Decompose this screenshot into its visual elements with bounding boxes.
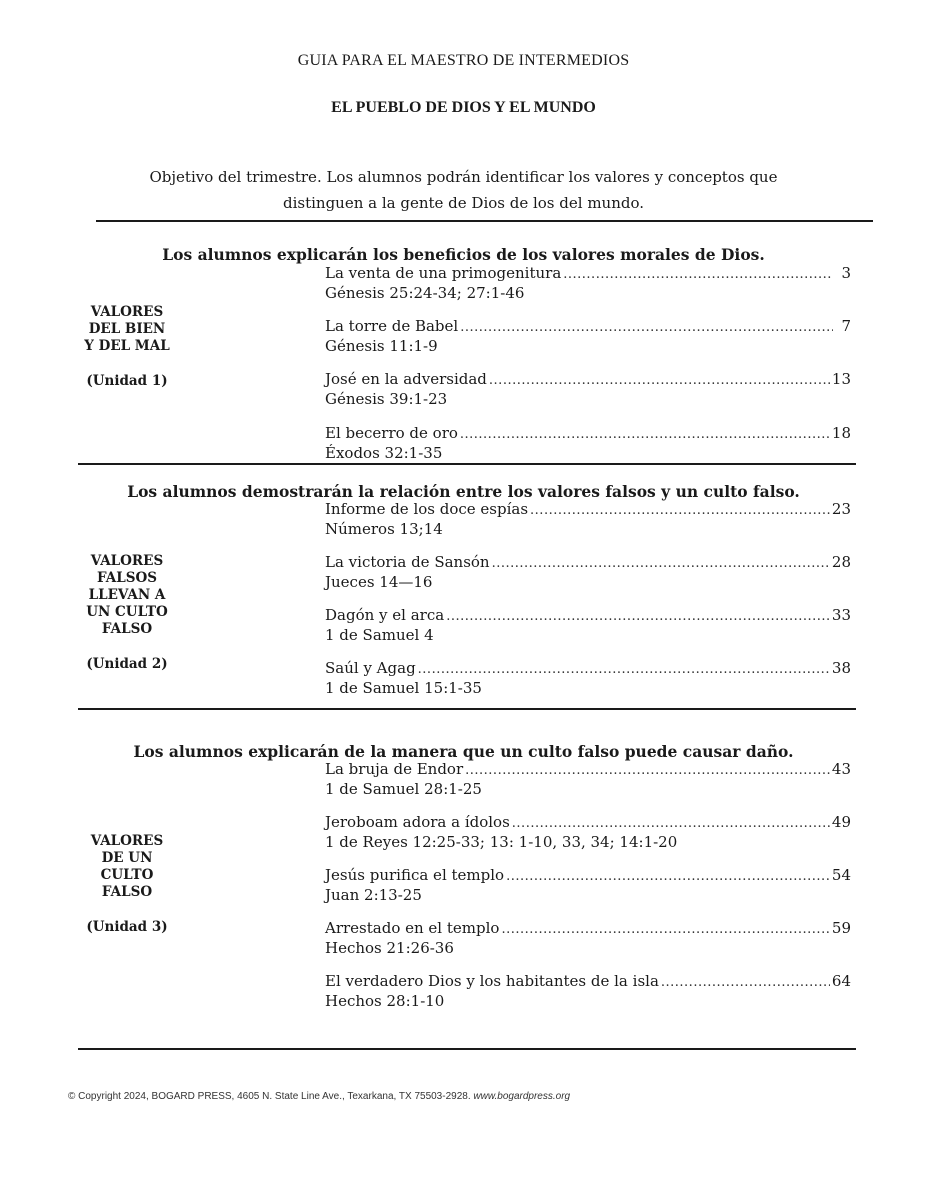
dot-leader [489, 371, 830, 390]
lesson-title: El verdadero Dios y los habitantes de la isla [325, 972, 659, 990]
lesson-entry [325, 972, 851, 1011]
lesson-title: La venta de una primogenitura [325, 264, 562, 282]
dot-leader [530, 501, 830, 520]
dot-leader [465, 761, 830, 780]
unit-3-label-line: VALORES [90, 833, 164, 849]
unit-1-label-line: DEL BIEN [88, 321, 166, 337]
lesson-title: Saúl y Agag [325, 659, 416, 677]
footer-copyright [68, 1091, 570, 1102]
unit-2-label-line: VALORES [90, 553, 164, 569]
copyright-text: © Copyright 2024, BOGARD PRESS, 4605 N. State Line Ave., Texarkana, TX 75503-2928. [68, 1091, 471, 1102]
dot-leader [661, 973, 830, 992]
divider-unit-2 [78, 708, 856, 710]
dot-leader [460, 425, 830, 444]
unit-2-objective: Los alumnos demostrarán la relación entre los valores falsos y un culto falso. [127, 482, 800, 501]
dot-leader [446, 607, 830, 626]
lesson-entry [325, 760, 851, 799]
lesson-scripture-ref: Números 13;14 [325, 520, 443, 538]
document-subtitle: EL PUEBLO DE DIOS Y EL MUNDO [331, 99, 596, 116]
divider-unit-1 [78, 463, 856, 465]
lesson-page-number: 33 [831, 606, 851, 624]
lesson-scripture-ref: 1 de Reyes 12:25-33; 13: 1-10, 33, 34; 14:1-20 [325, 833, 678, 851]
lesson-scripture-ref: Jueces 14—16 [325, 573, 433, 591]
dot-leader [418, 660, 830, 679]
lesson-scripture-ref: Hechos 21:26-36 [325, 939, 454, 957]
unit-3-label-line: CULTO [100, 867, 154, 883]
lesson-title: El becerro de oro [325, 424, 458, 442]
unit-2-label-line: UN CULTO [86, 604, 168, 620]
lesson-title: Arrestado en el templo [325, 919, 500, 937]
lesson-title: Jesús purifica el templo [325, 866, 505, 884]
dot-leader [506, 867, 830, 886]
unit-3-objective: Los alumnos explicarán de la manera que un culto falso puede causar daño. [133, 742, 794, 761]
lesson-page-number: 54 [831, 866, 851, 884]
unit-2-label [62, 553, 192, 673]
lesson-entry [325, 500, 851, 539]
lesson-page-number: 49 [831, 813, 851, 831]
lesson-entry [325, 659, 851, 698]
unit-3-number: (Unidad 3) [86, 919, 168, 935]
lesson-scripture-ref: 1 de Samuel 15:1-35 [325, 679, 482, 697]
lesson-page-number: 28 [831, 553, 851, 571]
lesson-entry [325, 866, 851, 905]
lesson-entry [325, 370, 851, 409]
unit-3-label [62, 833, 192, 936]
dot-leader [501, 920, 829, 939]
unit-1-label-line: VALORES [90, 304, 164, 320]
lesson-page-number: 13 [831, 370, 851, 388]
unit-1-number: (Unidad 1) [86, 373, 168, 389]
lesson-scripture-ref: Juan 2:13-25 [325, 886, 422, 904]
lesson-scripture-ref: Génesis 39:1-23 [325, 390, 448, 408]
lesson-page-number: 7 [841, 317, 851, 335]
dot-leader [460, 318, 833, 337]
lesson-title: La torre de Babel [325, 317, 459, 335]
lesson-entry [325, 553, 851, 592]
document-title: GUIA PARA EL MAESTRO DE INTERMEDIOS [297, 52, 630, 69]
lesson-page-number: 59 [831, 919, 851, 937]
lesson-page-number: 38 [831, 659, 851, 677]
divider-bottom [78, 1048, 856, 1050]
dot-leader [492, 554, 830, 573]
website-link[interactable]: www.bogardpress.org [473, 1091, 571, 1102]
lesson-entry [325, 606, 851, 645]
lesson-entry [325, 424, 851, 463]
lesson-page-number: 3 [841, 264, 851, 282]
lesson-scripture-ref: 1 de Samuel 28:1-25 [325, 780, 482, 798]
dot-leader [563, 265, 833, 284]
lesson-scripture-ref: Éxodos 32:1-35 [325, 444, 443, 462]
lesson-title: Jeroboam adora a ídolos [325, 813, 510, 831]
lesson-entry [325, 813, 851, 852]
dot-leader [512, 814, 830, 833]
lesson-title: Dagón y el arca [325, 606, 445, 624]
lesson-page-number: 64 [831, 972, 851, 990]
quarter-objective-line-2: distinguen a la gente de Dios de los del mundo. [282, 194, 645, 212]
quarter-objective-line-1: Objetivo del trimestre. Los alumnos podrán identificar los valores y conceptos que [149, 168, 778, 186]
lesson-scripture-ref: Génesis 11:1-9 [325, 337, 438, 355]
lesson-title: La victoria de Sansón [325, 553, 490, 571]
unit-2-label-line: LLEVAN A [88, 587, 166, 603]
lesson-scripture-ref: Hechos 28:1-10 [325, 992, 445, 1010]
lesson-page-number: 43 [831, 760, 851, 778]
unit-3-label-line: FALSO [101, 884, 153, 900]
lesson-title: Informe de los doce espías [325, 500, 529, 518]
unit-1-objective: Los alumnos explicarán los beneficios de los valores morales de Dios. [162, 245, 765, 264]
divider-top [96, 220, 873, 222]
unit-2-label-line: FALSO [101, 621, 153, 637]
lesson-page-number: 18 [831, 424, 851, 442]
lesson-scripture-ref: 1 de Samuel 4 [325, 626, 434, 644]
lesson-title: La bruja de Endor [325, 760, 464, 778]
unit-3-label-line: DE UN [101, 850, 153, 866]
unit-2-label-line: FALSOS [96, 570, 158, 586]
lesson-entry [325, 264, 851, 303]
lesson-scripture-ref: Génesis 25:24-34; 27:1-46 [325, 284, 525, 302]
unit-1-label-line: Y DEL MAL [84, 338, 170, 354]
lesson-entry [325, 317, 851, 356]
lesson-title: José en la adversidad [325, 370, 487, 388]
unit-2-number: (Unidad 2) [86, 656, 168, 672]
lesson-entry [325, 919, 851, 958]
lesson-page-number: 23 [831, 500, 851, 518]
unit-1-label [62, 304, 192, 390]
